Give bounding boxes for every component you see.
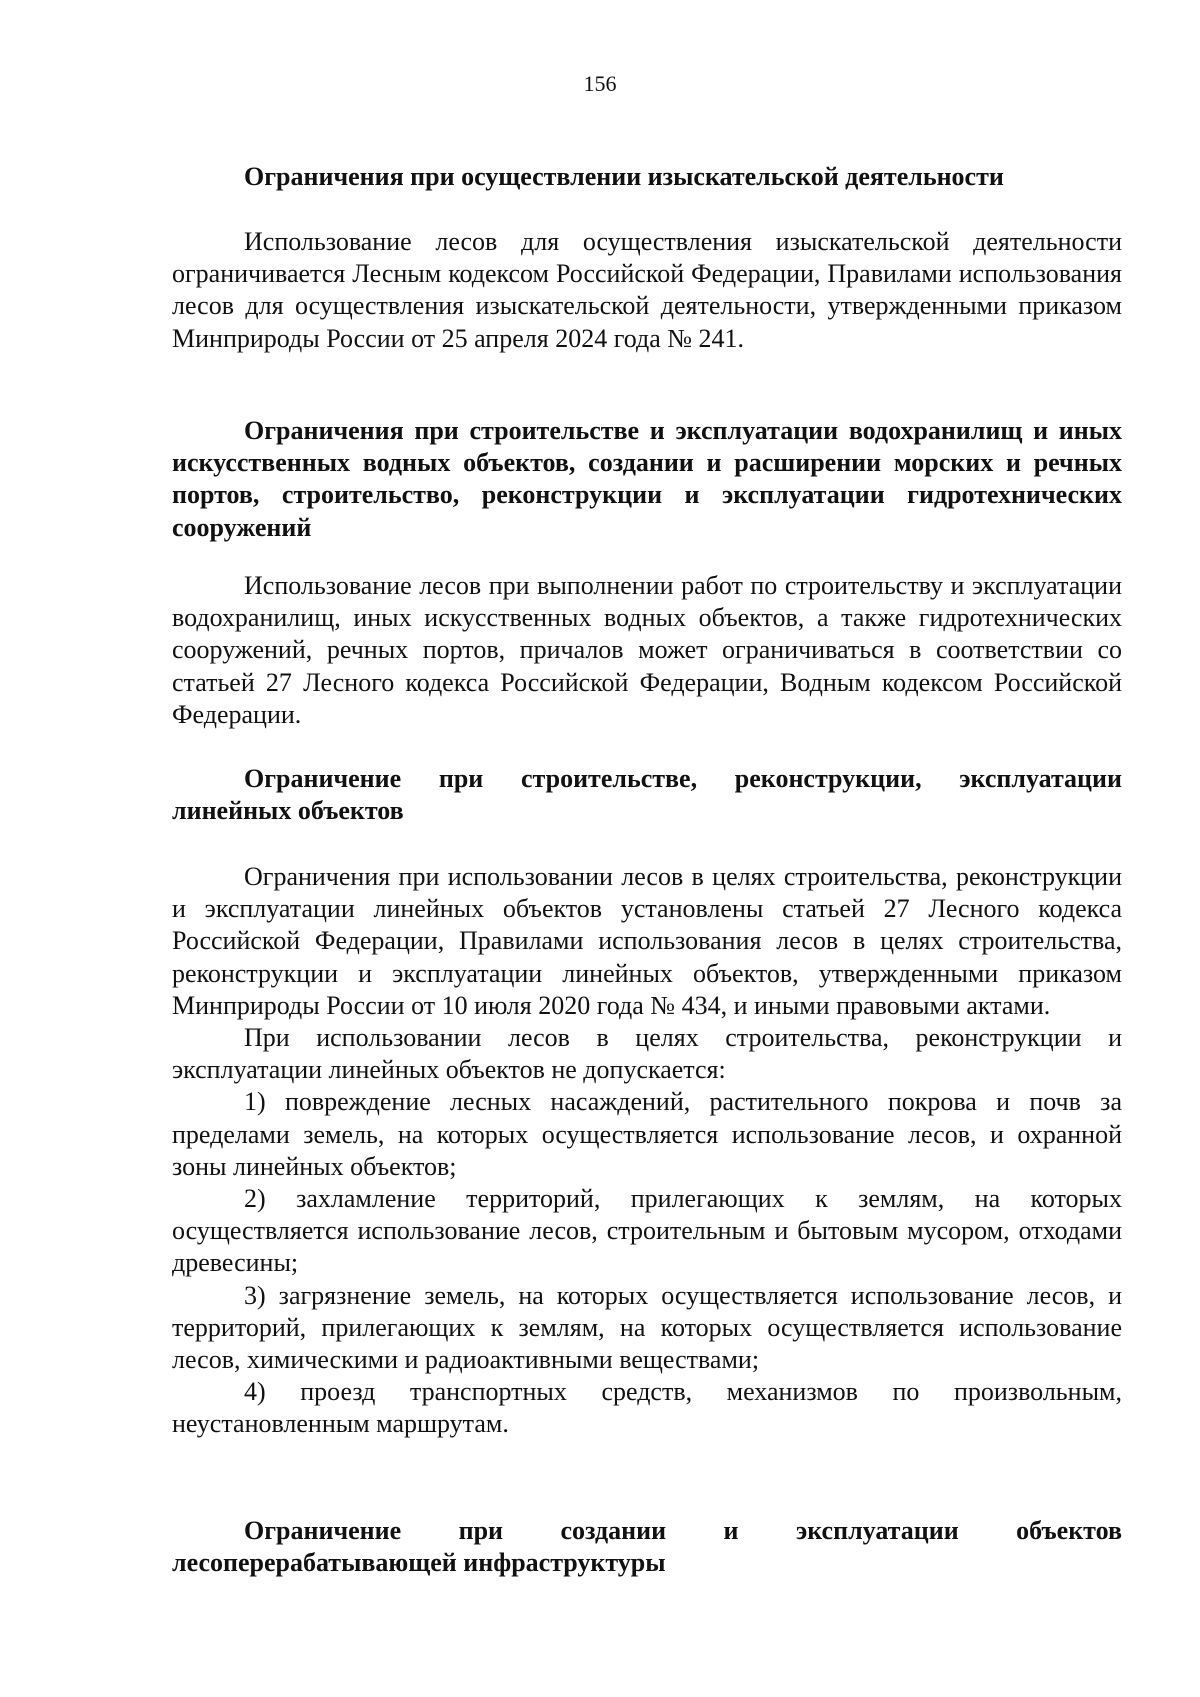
list-item-text: захламление территорий, прилегающих к землям, на которых осуществляется использование лесов, строительным и бытовым мусором, отходами древесины; (172, 1184, 1122, 1278)
paragraph-linear-objects-2: При использовании лесов в целях строительства, реконструкции и эксплуатации линейных объектов не допускается: (172, 1023, 1122, 1085)
paragraph-survey-activity: Использование лесов для осуществления изыскательской деятельности ограничивается Лесным кодексом Российской Федерации, Правилами использования лесов для осуществления изыскательской деятельности, утвержденными приказом Минприроды России от 25 апреля 2024 года № 241. (172, 227, 1122, 353)
list-item (172, 1086, 1122, 1183)
list-item-number: 4) (244, 1377, 266, 1407)
heading-reservoirs-ports: Ограничения при строительстве и эксплуатации водохранилищ и иных искусственных водных объектов, создании и расширении морских и речных портов, строительство, реконструкции и эксплуатации гидротехнических сооружений (172, 416, 1122, 542)
section-linear-body (172, 861, 1122, 1441)
section-survey-body (172, 226, 1122, 355)
section-heading-reservoirs (172, 415, 1122, 544)
page-number: 156 (583, 71, 617, 96)
list-item (172, 1280, 1122, 1377)
paragraph-linear-objects-1: Ограничения при использовании лесов в целях строительства, реконструкции и эксплуатации линейных объектов установлены статьей 27 Лесного кодекса Российской Федерации, Правилами использования лесов в целях строительства, реконструкции и эксплуатации линейных объектов, утвержденными приказом Минприроды России от 10 июля 2020 года № 434, и иными правовыми актами. (172, 862, 1122, 1020)
list-item-number: 3) (244, 1280, 266, 1310)
section-heading-survey (172, 161, 1122, 193)
list-item-text: проезд транспортных средств, механизмов по произвольным, неустановленным маршрутам. (172, 1377, 1123, 1439)
section-reservoirs-body (172, 570, 1122, 731)
list-item (172, 1183, 1122, 1280)
section-heading-linear (172, 763, 1122, 827)
heading-linear-objects: Ограничение при строительстве, реконструкции, эксплуатации линейных объектов (172, 764, 1122, 826)
section-heading-wood-processing (172, 1515, 1122, 1579)
list-item-text: загрязнение земель, на которых осуществляется использование лесов, и территорий, прилегающих к землям, на которых осуществляется использование лесов, химическими и радиоактивными веществами; (172, 1280, 1122, 1375)
heading-survey-activity: Ограничения при осуществлении изыскательской деятельности (244, 162, 1004, 191)
heading-wood-processing-infrastructure: Ограничение при создании и эксплуатации объектов лесоперерабатывающей инфраструктуры (172, 1516, 1122, 1578)
list-item-text: повреждение лесных насаждений, растительного покрова и почв за пределами земель, на которых осуществляется использование лесов, и охранной зоны линейных объектов; (172, 1087, 1122, 1181)
paragraph-reservoirs-ports: Использование лесов при выполнении работ по строительству и эксплуатации водохранилищ, иных искусственных водных объектов, а также гидротехнических сооружений, речных портов, причалов может ограничиваться в соответствии со статьей 27 Лесного кодекса Российской Федерации, Водным кодексом Российской Федерации. (172, 571, 1122, 729)
list-item-number: 2) (244, 1184, 266, 1214)
list-item-number: 1) (244, 1087, 266, 1117)
list-item (172, 1376, 1122, 1440)
